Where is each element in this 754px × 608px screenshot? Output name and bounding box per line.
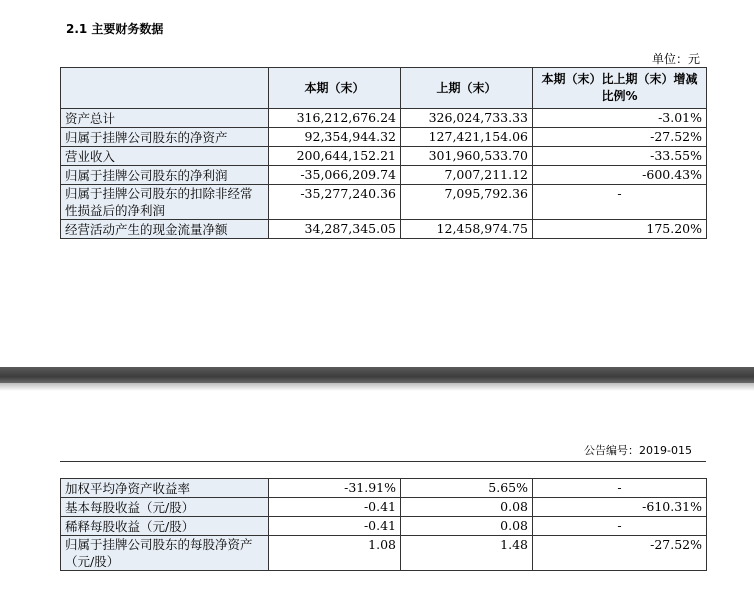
row-label: 加权平均净资产收益率	[61, 479, 269, 498]
previous-value: 326,024,733.33	[401, 109, 533, 128]
change-value: -600.43%	[533, 166, 707, 185]
change-value: -27.52%	[533, 536, 707, 571]
current-value: -0.41	[269, 498, 401, 517]
change-value: -3.01%	[533, 109, 707, 128]
previous-value: 0.08	[401, 517, 533, 536]
row-label: 归属于挂牌公司股东的净资产	[61, 128, 269, 147]
previous-value: 5.65%	[401, 479, 533, 498]
financial-data-table	[60, 67, 707, 239]
announcement-number: 公告编号：2019-015	[584, 444, 692, 457]
page-separator-shadow	[0, 383, 754, 391]
change-value: 175.20%	[533, 220, 707, 239]
table-row	[61, 147, 707, 166]
header-current-period: 本期（末）	[269, 68, 401, 109]
table-row	[61, 128, 707, 147]
current-value: -31.91%	[269, 479, 401, 498]
current-value: -0.41	[269, 517, 401, 536]
current-value: 200,644,152.21	[269, 147, 401, 166]
current-value: 316,212,676.24	[269, 109, 401, 128]
section-title: 2.1 主要财务数据	[66, 22, 164, 36]
table-row	[61, 185, 707, 220]
row-label: 归属于挂牌公司股东的每股净资产（元/股）	[61, 536, 269, 571]
page-separator	[0, 367, 754, 383]
table-row	[61, 166, 707, 185]
change-value: -610.31%	[533, 498, 707, 517]
previous-value: 0.08	[401, 498, 533, 517]
row-label: 归属于挂牌公司股东的扣除非经常性损益后的净利润	[61, 185, 269, 220]
row-label: 归属于挂牌公司股东的净利润	[61, 166, 269, 185]
current-value: -35,066,209.74	[269, 166, 401, 185]
header-rule	[60, 461, 706, 462]
row-label: 稀释每股收益（元/股）	[61, 517, 269, 536]
header-previous-period: 上期（末）	[401, 68, 533, 109]
previous-value: 1.48	[401, 536, 533, 571]
change-value: -	[533, 517, 707, 536]
previous-value: 12,458,974.75	[401, 220, 533, 239]
row-label: 资产总计	[61, 109, 269, 128]
change-value: -33.55%	[533, 147, 707, 166]
per-share-data-table	[60, 478, 707, 571]
current-value: 34,287,345.05	[269, 220, 401, 239]
row-label: 营业收入	[61, 147, 269, 166]
change-value: -27.52%	[533, 128, 707, 147]
current-value: 1.08	[269, 536, 401, 571]
previous-value: 7,007,211.12	[401, 166, 533, 185]
table-row	[61, 498, 707, 517]
table-row	[61, 517, 707, 536]
table-row	[61, 479, 707, 498]
current-value: -35,277,240.36	[269, 185, 401, 220]
previous-value: 7,095,792.36	[401, 185, 533, 220]
row-label: 经营活动产生的现金流量净额	[61, 220, 269, 239]
unit-label: 单位：元	[651, 52, 700, 66]
header-item	[61, 68, 269, 109]
previous-value: 127,421,154.06	[401, 128, 533, 147]
previous-value: 301,960,533.70	[401, 147, 533, 166]
table-header-row	[61, 68, 707, 109]
row-label: 基本每股收益（元/股）	[61, 498, 269, 517]
change-value: -	[533, 479, 707, 498]
header-change-ratio: 本期（末）比上期（末）增减比例%	[533, 68, 707, 109]
table-row	[61, 220, 707, 239]
table-row	[61, 536, 707, 571]
table-row	[61, 109, 707, 128]
current-value: 92,354,944.32	[269, 128, 401, 147]
change-value: -	[533, 185, 707, 220]
